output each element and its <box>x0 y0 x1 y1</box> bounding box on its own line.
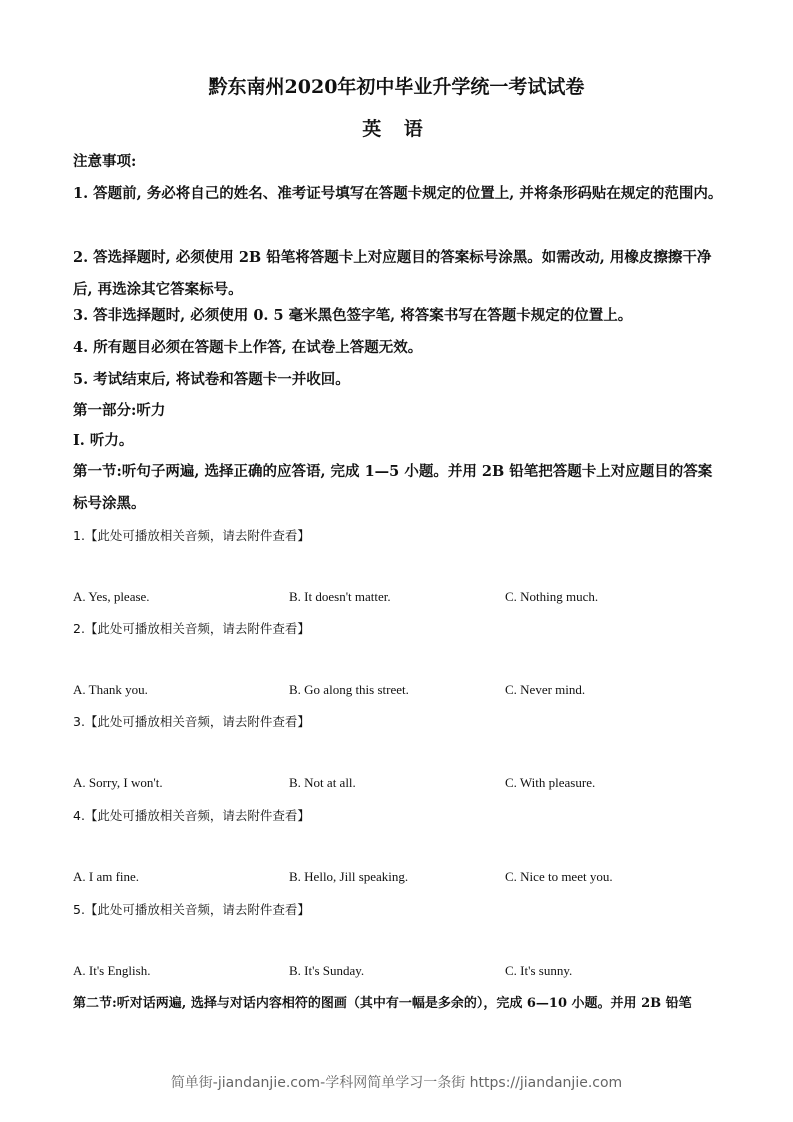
question-2-audio-prompt[interactable]: 2.【此处可播放相关音频，请去附件查看】 <box>73 621 310 636</box>
note-3: 3. 答非选择题时, 必须使用 0. 5 毫米黑色签字笔, 将答案书写在答题卡规定的位置上。 <box>73 307 633 324</box>
section2-instructions: 第二节:听对话两遍, 选择与对话内容相符的图画（其中有一幅是多余的），完成 6—10 小题。并用 2B 铅笔 <box>73 996 692 1011</box>
question-1-option-a: A. Yes, please. <box>73 589 150 604</box>
question-2-option-c: C. Never mind. <box>505 682 586 697</box>
question-1-audio-prompt[interactable]: 1.【此处可播放相关音频，请去附件查看】 <box>73 528 310 543</box>
note-2: 2. 答选择题时, 必须使用 2B 铅笔将答题卡上对应题目的答案标号涂黑。如需改动, 用橡皮擦擦干净后, 再选涂其它答案标号。 <box>73 249 712 298</box>
question-2-option-b: B. Go along this street. <box>289 682 409 697</box>
question-3-option-c: C. With pleasure. <box>505 775 596 790</box>
question-4-option-c: C. Nice to meet you. <box>505 869 613 884</box>
exam-title: 黔东南州2020年初中毕业升学统一考试试卷 <box>208 76 585 98</box>
question-4-option-a: A. I am fine. <box>73 869 140 884</box>
section-I-heading: I. 听力。 <box>73 432 134 449</box>
part1-heading: 第一部分:听力 <box>73 402 166 419</box>
watermark-footer: 简单街-jiandanjie.com-学科网简单学习一条街 https://jiandanjie.com <box>170 1075 623 1091</box>
note-1: 1. 答题前, 务必将自己的姓名、准考证号填写在答题卡规定的位置上, 并将条形码贴在规定的范围内。 <box>73 185 723 202</box>
question-4-audio-prompt[interactable]: 4.【此处可播放相关音频，请去附件查看】 <box>73 808 310 823</box>
question-3-option-a: A. Sorry, I won't. <box>73 775 163 790</box>
note-5: 5. 考试结束后, 将试卷和答题卡一并收回。 <box>73 371 350 388</box>
question-1-option-c: C. Nothing much. <box>505 589 599 604</box>
question-5-option-c: C. It's sunny. <box>505 963 573 978</box>
question-5-audio-prompt[interactable]: 5.【此处可播放相关音频，请去附件查看】 <box>73 902 310 917</box>
notes-heading: 注意事项: <box>73 153 137 170</box>
section1-instructions: 第一节:听句子两遍, 选择正确的应答语, 完成 1—5 小题。并用 2B 铅笔把答题卡上对应题目的答案标号涂黑。 <box>73 463 713 512</box>
question-5-option-b: B. It's Sunday. <box>289 963 365 978</box>
question-5-option-a: A. It's English. <box>73 963 151 978</box>
note-4: 4. 所有题目必须在答题卡上作答, 在试卷上答题无效。 <box>73 339 423 356</box>
question-4-option-b: B. Hello, Jill speaking. <box>289 869 409 884</box>
question-1-option-b: B. It doesn't matter. <box>289 589 391 604</box>
exam-subject: 英 语 <box>362 118 431 140</box>
question-3-option-b: B. Not at all. <box>289 775 356 790</box>
question-2-option-a: A. Thank you. <box>73 682 148 697</box>
question-3-audio-prompt[interactable]: 3.【此处可播放相关音频，请去附件查看】 <box>73 714 310 729</box>
